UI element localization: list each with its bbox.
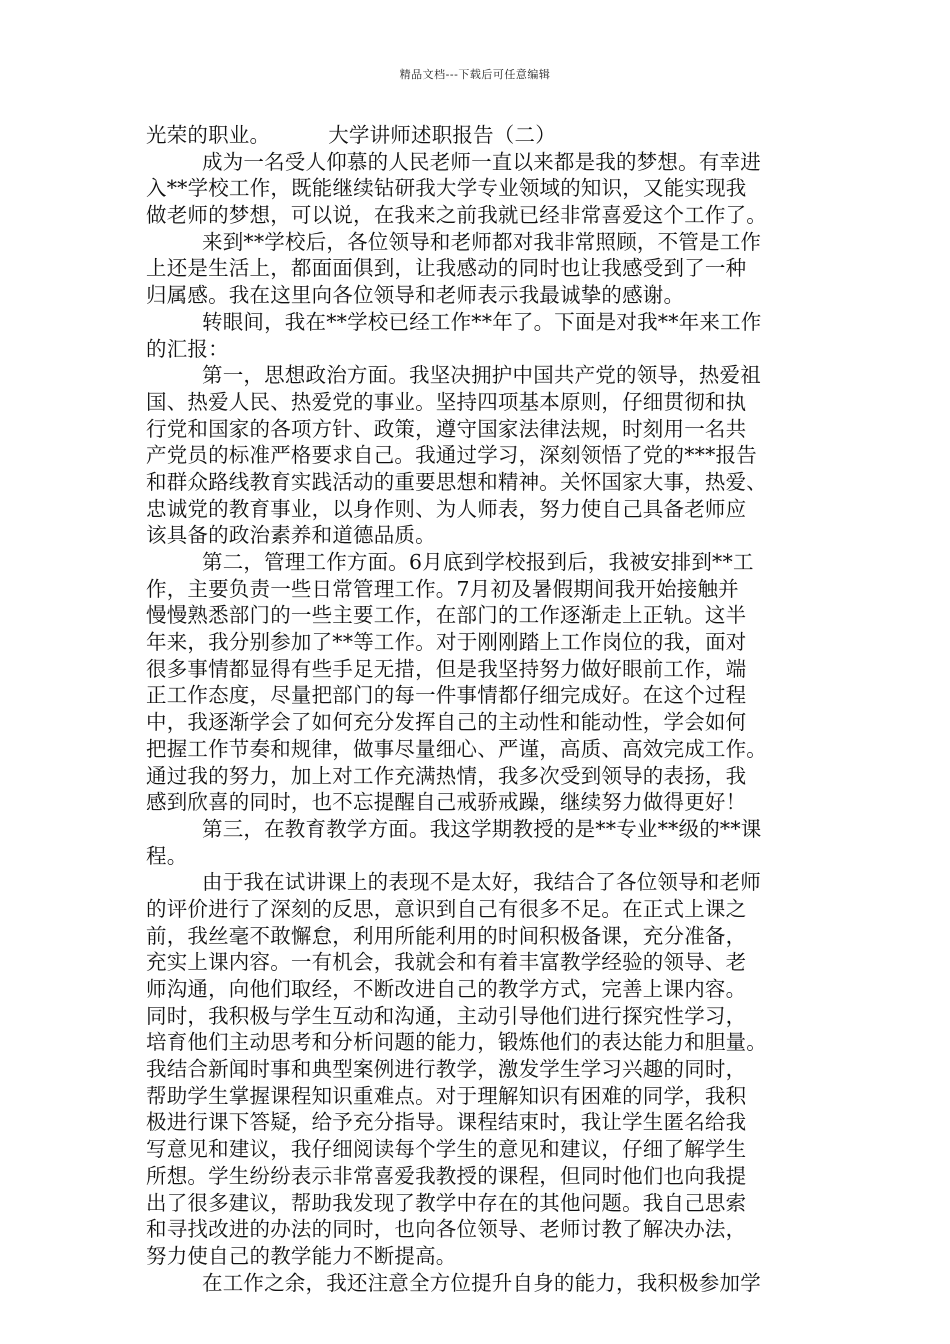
text-line: 程。	[146, 843, 188, 868]
text-line: 帮助学生掌握课程知识重难点。对于理解知识有困难的同学，我积	[146, 1083, 747, 1108]
text-line: 很多事情都显得有些手足无措，但是我坚持努力做好眼前工作，端	[146, 656, 747, 681]
paragraph-first-line: 由于我在试讲课上的表现不是太好，我结合了各位领导和老师	[202, 870, 761, 895]
text-line: 写意见和建议，我仔细阅读每个学生的意见和建议，仔细了解学生	[146, 1137, 747, 1162]
text-line: 所想。学生纷纷表示非常喜爱我教授的课程，但同时他们也向我提	[146, 1163, 747, 1188]
title-line	[146, 122, 822, 149]
text-line: 中，我逐渐学会了如何充分发挥自己的主动性和能动性，学会如何	[146, 710, 747, 735]
paragraph-first-line: 第二，管理工作方面。6月底到学校报到后，我被安排到**工	[202, 550, 754, 574]
text-line: 慢慢熟悉部门的一些主要工作，在部门的工作逐渐走上正轨。这半	[146, 603, 747, 628]
paragraph-first-line: 成为一名受人仰慕的人民老师一直以来都是我的梦想。有幸进	[202, 149, 761, 174]
text-line: 国、热爱人民、热爱党的事业。坚持四项基本原则，仔细贯彻和执	[146, 389, 747, 414]
text-line: 前，我丝毫不敢懈怠，利用所能利用的时间积极备课，充分准备，	[146, 923, 747, 948]
paragraph-first-line: 第三，在教育教学方面。我这学期教授的是**专业**级的**课	[202, 816, 762, 841]
text-line: 入**学校工作，既能继续钻研我大学专业领域的知识，又能实现我	[146, 176, 747, 201]
text-line: 和寻找改进的办法的同时，也向各位领导、老师讨教了解决办法，	[146, 1217, 747, 1242]
text-line: 感到欣喜的同时，也不忘提醒自己戒骄戒躁，继续努力做得更好！	[146, 790, 747, 815]
text-line: 该具备的政治素养和道德品质。	[146, 523, 436, 548]
text-line: 充实上课内容。一有机会，我就会和有着丰富教学经验的领导、老	[146, 950, 747, 975]
text-line: 产党员的标准严格要求自己。我通过学习，深刻领悟了党的***报告	[146, 443, 757, 468]
text-line: 行党和国家的各项方针、政策，遵守国家法律法规，时刻用一名共	[146, 416, 747, 441]
paragraph-first-line: 第一，思想政治方面。我坚决拥护中国共产党的领导，热爱祖	[202, 363, 761, 388]
report-title: 大学讲师述职报告（二）	[328, 123, 556, 147]
text-line: 师沟通，向他们取经，不断改进自己的教学方式，完善上课内容。	[146, 977, 747, 1001]
text-line: 通过我的努力，加上对工作充满热情，我多次受到领导的表扬，我	[146, 763, 747, 788]
text-line: 把握工作节奏和规律，做事尽量细心、严谨，高质、高效完成工作。	[146, 736, 767, 761]
text-line: 的汇报：	[146, 336, 229, 361]
paragraph-first-line: 转眼间，我在**学校已经工作**年了。下面是对我**年来工作	[202, 309, 762, 334]
text-line: 年来，我分别参加了**等工作。对于刚刚踏上工作岗位的我，面对	[146, 630, 747, 655]
text-line: 的评价进行了深刻的反思，意识到自己有很多不足。在正式上课之	[146, 896, 747, 921]
text-line: 极进行课下答疑，给予充分指导。课程结束时，我让学生匿名给我	[146, 1110, 747, 1135]
text-line: 做老师的梦想，可以说，在我来之前我就已经非常喜爱这个工作了。	[146, 203, 767, 228]
text-line: 努力使自己的教学能力不断提高。	[146, 1243, 457, 1268]
text-line: 忠诚党的教育事业，以身作则、为人师表，努力使自己具备老师应	[146, 496, 747, 521]
text-line: 同时，我积极与学生互动和沟通，主动引导他们进行探究性学习，	[146, 1003, 747, 1028]
paragraph-first-line: 在工作之余，我还注意全方位提升自身的能力，我积极参加学	[202, 1270, 761, 1295]
paragraph-first-line: 来到**学校后，各位领导和老师都对我非常照顾，不管是工作	[202, 229, 762, 254]
document-body	[146, 122, 822, 1296]
body-lines	[146, 149, 822, 1297]
text-line: 上还是生活上，都面面俱到，让我感动的同时也让我感受到了一种	[146, 256, 747, 281]
text-line: 和群众路线教育实践活动的重要思想和精神。关怀国家大事，热爱、	[146, 469, 767, 494]
text-line: 正工作态度，尽量把部门的每一件事情都仔细完成好。在这个过程	[146, 683, 747, 708]
text-line: 我结合新闻时事和典型案例进行教学，激发学生学习兴趣的同时，	[146, 1057, 747, 1082]
text-line: 归属感。我在这里向各位领导和老师表示我最诚挚的感谢。	[146, 283, 685, 308]
text-line: 出了很多建议，帮助我发现了教学中存在的其他问题。我自己思索	[146, 1190, 747, 1215]
page-header: 精品文档---下载后可任意编辑	[399, 68, 551, 81]
previous-section-ending: 光荣的职业。	[146, 123, 271, 147]
text-line: 作，主要负责一些日常管理工作。7月初及暑假期间我开始接触并	[146, 576, 739, 601]
text-line: 培育他们主动思考和分析问题的能力，锻炼他们的表达能力和胆量。	[146, 1030, 767, 1055]
